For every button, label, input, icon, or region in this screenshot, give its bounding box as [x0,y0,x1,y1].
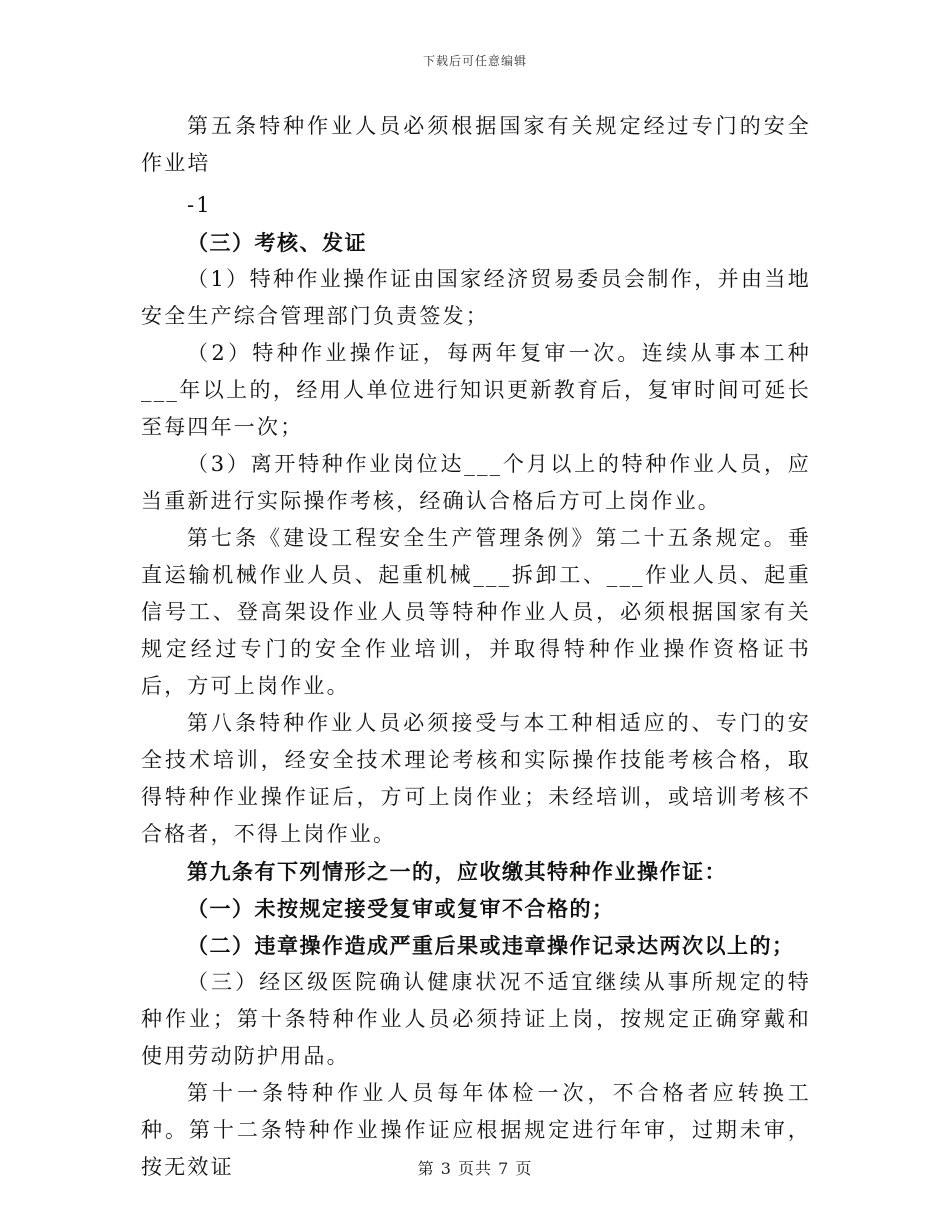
paragraph-article-5: 第五条特种作业人员必须根据国家有关规定经过专门的安全作业培 [141,114,811,175]
paragraph-article-7: 第七条《建设工程安全生产管理条例》第二十五条规定。垂直运输机械作业人员、起重机械___拆卸工、___作业人员、起重信号工、登高架设作业人员等特种作业人员，必须根据国家有关规定经过专门的安全作业培训，并取得特种作业操作资格证书后，方可上岗作业。 [141,526,811,698]
paragraph-article-11-12: 第十一条特种作业人员每年体检一次，不合格者应转换工种。第十二条特种作业操作证应根据规定进行年审，过期未审，按无效证 [141,1081,811,1179]
paragraph-article-9: 第九条有下列情形之一的，应收缴其特种作业操作证： [187,859,727,884]
paragraph-article-9-item-2: （二）违章操作造成严重后果或违章操作记录达两次以上的； [187,933,795,958]
section-heading-assessment: （三）考核、发证 [187,230,367,255]
paragraph-item-2: （2）特种作业操作证，每两年复审一次。连续从事本工种___年以上的，经用人单位进行知识更新教育后，复审时间可延长至每四年一次； [141,341,811,439]
paragraph-item-1: （1）特种作业操作证由国家经济贸易委员会制作，并由当地安全生产综合管理部门负责签发； [141,267,811,328]
paragraph-article-9-item-3: （三）经区级医院确认健康状况不适宜继续从事所规定的特种作业；第十条特种作业人员必须持证上岗，按规定正确穿戴和使用劳动防护用品。 [141,970,811,1068]
paragraph-article-9-item-1: （一）未按规定接受复审或复审不合格的； [187,896,615,921]
paragraph-article-8: 第八条特种作业人员必须接受与本工种相适应的、专门的安全技术培训，经安全技术理论考核和实际操作技能考核合格，取得特种作业操作证后，方可上岗作业；未经培训，或培训考核不合格者，不得上岗作业。 [141,711,811,846]
page-footer: 第 3 页共 7 页 [417,1159,533,1178]
document-body [141,108,811,1186]
page-marker: -1 [187,193,212,217]
paragraph-item-3: （3）离开特种作业岗位达___个月以上的特种作业人员，应当重新进行实际操作考核，经确认合格后方可上岗作业。 [141,452,811,513]
page-header: 下载后可任意编辑 [422,54,527,68]
